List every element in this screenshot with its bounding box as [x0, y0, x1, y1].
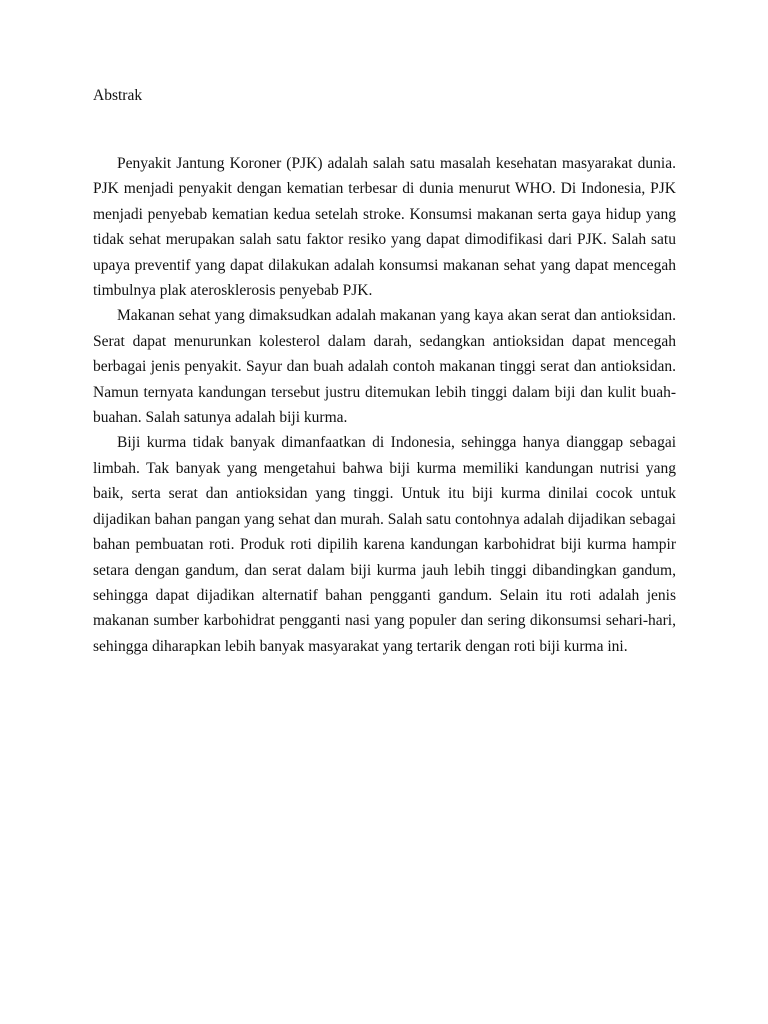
abstract-paragraph-3: Biji kurma tidak banyak dimanfaatkan di Indonesia, sehingga hanya dianggap sebagai limbah. Tak banyak yang mengetahui bahwa biji kurma memiliki kandungan nutrisi yang baik, serta serat dan antioksidan yang tinggi. Untuk itu biji kurma dinilai cocok untuk dijadikan bahan pangan yang sehat dan murah. Salah satu contohnya adalah dijadikan sebagai bahan pembuatan roti. Produk roti dipilih karena kandungan karbohidrat biji kurma hampir setara dengan gandum, dan serat dalam biji kurma jauh lebih tinggi dibandingkan gandum, sehingga dapat dijadikan alternatif bahan pengganti gandum. Selain itu roti adalah jenis makanan sumber karbohidrat pengganti nasi yang populer dan sering dikonsumsi sehari-hari, sehingga diharapkan lebih banyak masyarakat yang tertarik dengan roti biji kurma ini. — [93, 434, 676, 655]
abstract-paragraph-2: Makanan sehat yang dimaksudkan adalah makanan yang kaya akan serat dan antioksidan. Serat dapat menurunkan kolesterol dalam darah, sedangkan antioksidan dapat mencegah berbagai jenis penyakit. Sayur dan buah adalah contoh makanan tinggi serat dan antioksidan. Namun ternyata kandungan tersebut justru ditemukan lebih tinggi dalam biji dan kulit buah-buahan. Salah satunya adalah biji kurma. — [93, 307, 676, 427]
abstract-body — [93, 151, 676, 659]
abstract-paragraph-1: Penyakit Jantung Koroner (PJK) adalah salah satu masalah kesehatan masyarakat dunia. PJK menjadi penyakit dengan kematian terbesar di dunia menurut WHO. Di Indonesia, PJK menjadi penyebab kematian kedua setelah stroke. Konsumsi makanan serta gaya hidup yang tidak sehat merupakan salah satu faktor resiko yang dapat dimodifikasi dari PJK. Salah satu upaya preventif yang dapat dilakukan adalah konsumsi makanan sehat yang dapat mencegah timbulnya plak aterosklerosis penyebab PJK. — [93, 155, 676, 300]
abstract-heading: Abstrak — [93, 87, 143, 104]
